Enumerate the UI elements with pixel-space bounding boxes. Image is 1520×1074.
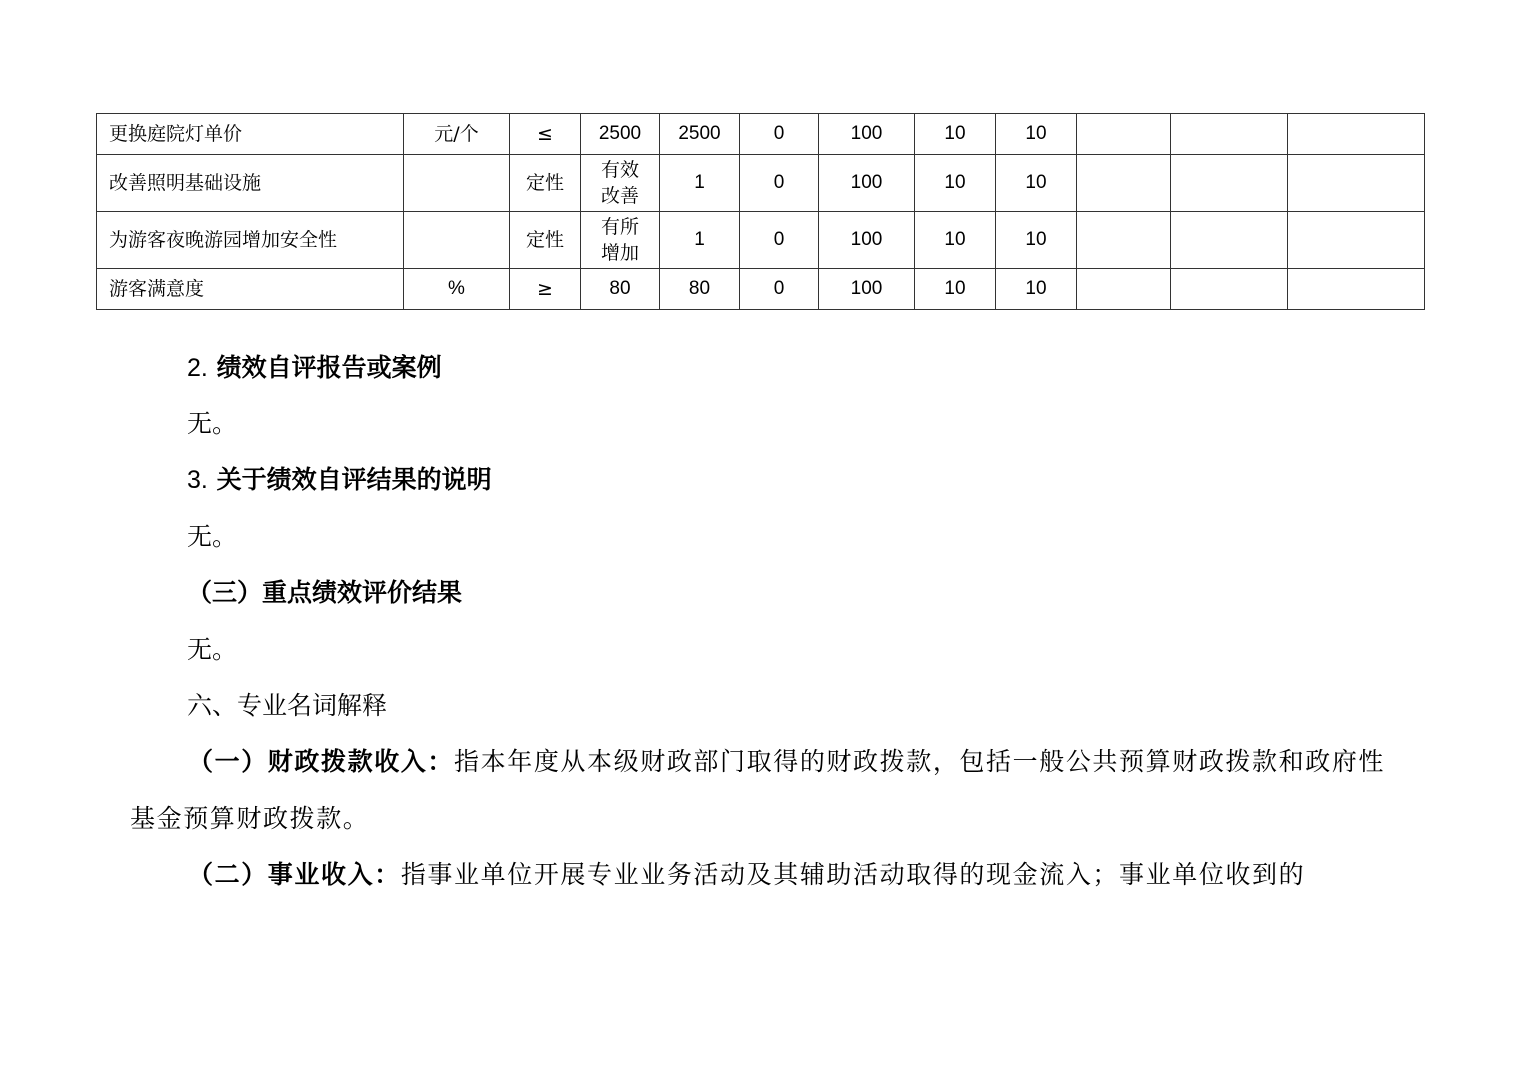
rate-cell: 100: [819, 212, 915, 269]
deviation-cell: 0: [740, 269, 819, 310]
weight-cell: 10: [915, 212, 996, 269]
rate-cell: 100: [819, 114, 915, 155]
table-row: [97, 114, 1425, 155]
table-row: [97, 155, 1425, 212]
score-cell: 10: [996, 155, 1077, 212]
section-title: 关于绩效自评结果的说明: [216, 465, 492, 494]
unit-cell: 元/个: [404, 114, 510, 155]
unit-cell: [404, 155, 510, 212]
weight-cell: 10: [915, 114, 996, 155]
section-heading-self-evaluation-explanation: [187, 464, 492, 496]
target-cell: 2500: [581, 114, 660, 155]
operator-cell: 定性: [510, 155, 581, 212]
empty-cell: [1288, 114, 1425, 155]
actual-cell: 2500: [660, 114, 740, 155]
score-cell: 10: [996, 269, 1077, 310]
weight-cell: 10: [915, 269, 996, 310]
table-row: [97, 269, 1425, 310]
section-heading-self-evaluation-report: [187, 352, 442, 384]
term-label: （一）财政拨款收入：: [188, 747, 455, 776]
section-number: 3.: [187, 466, 208, 494]
target-cell: 有效改善: [581, 155, 660, 212]
empty-cell: [1077, 114, 1171, 155]
rate-cell: 100: [819, 269, 915, 310]
indicator-name-cell: 游客满意度: [97, 269, 404, 310]
section-heading-key-performance-results: （三）重点绩效评价结果: [187, 578, 463, 607]
deviation-cell: 0: [740, 212, 819, 269]
empty-cell: [1171, 114, 1288, 155]
term-paragraph-business-income: [130, 846, 1392, 903]
empty-cell: [1077, 155, 1171, 212]
rate-cell: 100: [819, 155, 915, 212]
section-title: 绩效自评报告或案例: [216, 353, 442, 382]
term-definition: 指事业单位开展专业业务活动及其辅助活动取得的现金流入；事业单位收到的: [400, 860, 1306, 889]
table-row: [97, 212, 1425, 269]
weight-cell: 10: [915, 155, 996, 212]
section-heading-terminology: 六、专业名词解释: [187, 691, 388, 720]
performance-indicator-table: [96, 113, 1425, 310]
operator-cell: 定性: [510, 212, 581, 269]
actual-cell: 1: [660, 212, 740, 269]
term-definition: 指本年度从本级财政部门取得的财政拨款，包括一般公共预算财政拨款和政府性基金预算财政拨款。: [130, 747, 1386, 833]
score-cell: 10: [996, 212, 1077, 269]
actual-cell: 80: [660, 269, 740, 310]
term-label: （二）事业收入：: [188, 860, 401, 889]
empty-cell: [1288, 155, 1425, 212]
empty-cell: [1077, 212, 1171, 269]
actual-cell: 1: [660, 155, 740, 212]
score-cell: 10: [996, 114, 1077, 155]
empty-cell: [1171, 212, 1288, 269]
operator-cell: ≤: [510, 114, 581, 155]
indicator-name-cell: 更换庭院灯单价: [97, 114, 404, 155]
empty-cell: [1288, 269, 1425, 310]
section-body: 无。: [187, 635, 238, 664]
empty-cell: [1171, 269, 1288, 310]
indicator-name-cell: 改善照明基础设施: [97, 155, 404, 212]
empty-cell: [1288, 212, 1425, 269]
section-number: 2.: [187, 354, 208, 382]
empty-cell: [1171, 155, 1288, 212]
term-paragraph-fiscal-appropriation: [130, 733, 1392, 847]
unit-cell: %: [404, 269, 510, 310]
target-cell: 80: [581, 269, 660, 310]
indicator-name-cell: 为游客夜晚游园增加安全性: [97, 212, 404, 269]
target-cell: 有所增加: [581, 212, 660, 269]
deviation-cell: 0: [740, 155, 819, 212]
section-body: 无。: [187, 522, 238, 551]
unit-cell: [404, 212, 510, 269]
section-body: 无。: [187, 409, 238, 438]
deviation-cell: 0: [740, 114, 819, 155]
operator-cell: ≥: [510, 269, 581, 310]
empty-cell: [1077, 269, 1171, 310]
